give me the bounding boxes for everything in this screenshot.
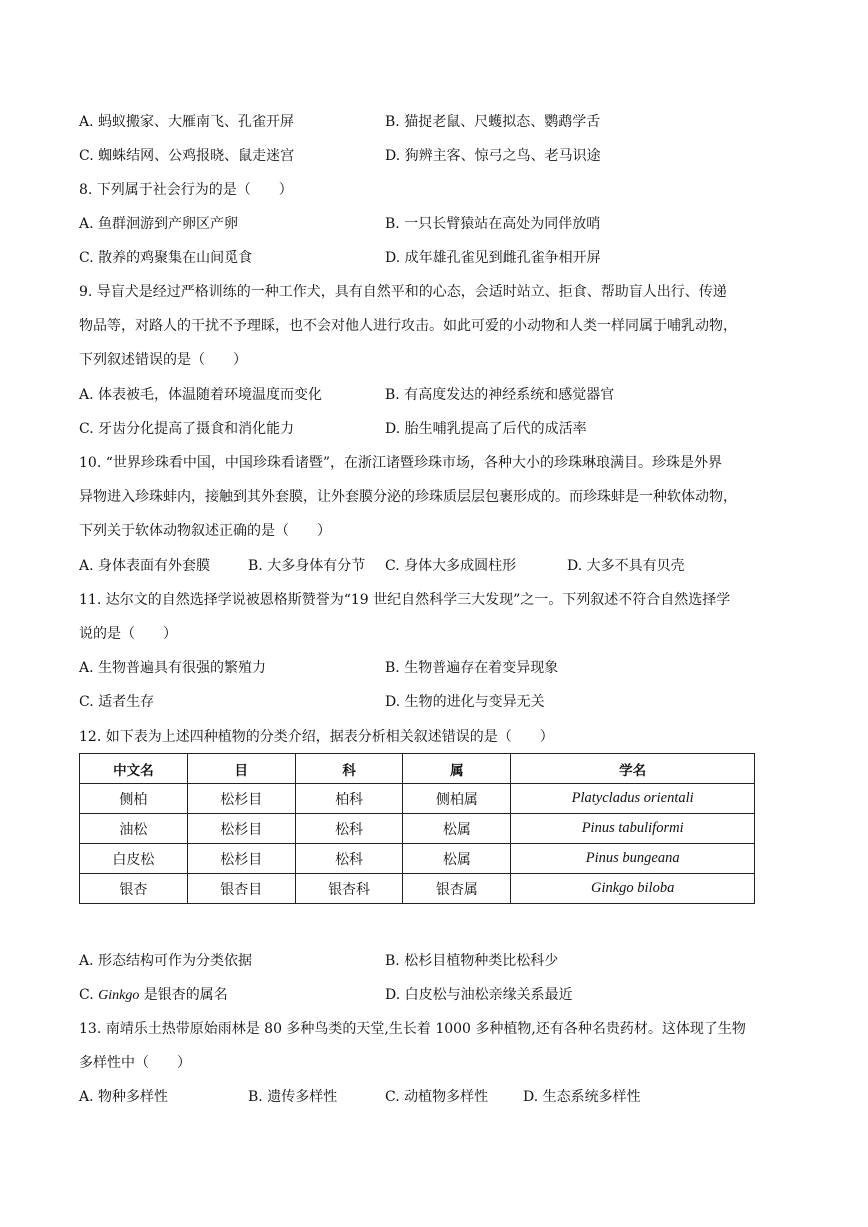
q8-option-a: A. 鱼群洄游到产卵区产卵 (79, 216, 239, 232)
q10-option-c: C. 身体大多成圆柱形 (385, 558, 517, 574)
q13-option-a: A. 物种多样性 (79, 1089, 169, 1105)
q8-option-b: B. 一只长臂猿站在高处为同伴放哨 (385, 216, 601, 232)
q8-option-d: D. 成年雄孔雀见到雌孔雀争相开屏 (385, 250, 601, 266)
q11-stem-line: 说的是（ ） (79, 626, 177, 642)
table-cell: 银杏 (80, 874, 188, 904)
scientific-name-cell: Ginkgo biloba (511, 874, 755, 904)
q13-option-b: B. 遗传多样性 (248, 1089, 338, 1105)
q9-stem-line: 物品等，对路人的干扰不予理睬，也不会对他人进行攻击。如此可爱的小动物和人类一样同属于哺乳动物， (79, 318, 737, 334)
table-cell: 松杉目 (187, 784, 295, 814)
classification-table (79, 753, 755, 904)
q13-stem-line: 13. 南靖乐土热带原始雨林是 80 多种鸟类的天堂,生长着 1000 多种植物,还有各种名贵药材。这体现了生物 (79, 1021, 746, 1037)
column-header: 目 (187, 754, 295, 784)
table-cell: 银杏科 (295, 874, 403, 904)
table-cell: 松杉目 (187, 844, 295, 874)
q12-option-c-prefix: C. (79, 987, 99, 1003)
scientific-name-cell: Platycladus orientali (511, 784, 755, 814)
q13-stem-line: 多样性中（ ） (79, 1055, 191, 1071)
q7-option-c: C. 蜘蛛结网、公鸡报晓、鼠走迷宫 (79, 148, 295, 164)
q10-option-b: B. 大多身体有分节 (248, 558, 366, 574)
table-cell: 侧柏 (80, 784, 188, 814)
table-cell: 白皮松 (80, 844, 188, 874)
q11-stem (79, 583, 759, 651)
q13-stem (79, 1012, 759, 1080)
q12-stem: 12. 如下表为上述四种植物的分类介绍，据表分析相关叙述错误的是（ ） (79, 729, 554, 745)
q7-option-a: A. 蚂蚁搬家、大雁南飞、孔雀开屏 (79, 114, 295, 130)
table-cell: 油松 (80, 814, 188, 844)
q9-stem (79, 275, 759, 377)
table-row (80, 784, 755, 814)
q8-stem: 8. 下列属于社会行为的是（ ） (79, 182, 293, 198)
q10-stem-line: 异物进入珍珠蚌内，接触到其外套膜，让外套膜分泌的珍珠质层层包裹形成的。而珍珠蚌是一种软体动物， (79, 489, 737, 505)
q9-option-c: C. 牙齿分化提高了摄食和消化能力 (79, 421, 295, 437)
column-header: 学名 (511, 754, 755, 784)
table-cell: 松属 (403, 844, 511, 874)
q11-option-d: D. 生物的进化与变异无关 (385, 694, 545, 710)
table-cell: 松科 (295, 844, 403, 874)
scientific-name-cell: Pinus tabuliformi (511, 814, 755, 844)
q12-option-a: A. 形态结构可作为分类依据 (79, 953, 253, 969)
table-row (80, 874, 755, 904)
q12-option-c-genus: Ginkgo (98, 988, 140, 1003)
table-row (80, 814, 755, 844)
table-cell: 侧柏属 (403, 784, 511, 814)
q13-option-d: D. 生态系统多样性 (523, 1089, 641, 1105)
table-header-row (80, 754, 755, 784)
q10-option-a: A. 身体表面有外套膜 (79, 558, 211, 574)
q10-stem-line: 10. “世界珍珠看中国，中国珍珠看诸暨”，在浙江诸暨珍珠市场，各种大小的珍珠琳琅满目。珍珠是外界 (79, 455, 723, 471)
q12-option-d: D. 白皮松与油松亲缘关系最近 (385, 987, 573, 1003)
scientific-name-cell: Pinus bungeana (511, 844, 755, 874)
q10-stem-line: 下列关于软体动物叙述正确的是（ ） (79, 523, 331, 539)
q10-stem (79, 446, 759, 548)
q8-option-c: C. 散养的鸡聚集在山间觅食 (79, 250, 253, 266)
q11-option-b: B. 生物普遍存在着变异现象 (385, 660, 559, 676)
table-row (80, 844, 755, 874)
q13-option-c: C. 动植物多样性 (385, 1089, 489, 1105)
q9-stem-line: 9. 导盲犬是经过严格训练的一种工作犬，具有自然平和的心态，会适时站立、拒食、帮助盲人出行、传递 (79, 284, 727, 300)
column-header: 科 (295, 754, 403, 784)
q7-option-d: D. 狗辨主客、惊弓之鸟、老马识途 (385, 148, 601, 164)
q11-option-c: C. 适者生存 (79, 694, 155, 710)
table-cell: 松属 (403, 814, 511, 844)
q10-option-d: D. 大多不具有贝壳 (567, 558, 685, 574)
q11-stem-line: 11. 达尔文的自然选择学说被恩格斯赞誉为“19 世纪自然科学三大发现”之一。下列叙述不符合自然选择学 (79, 592, 731, 608)
q12-option-c-suffix: 是银杏的属名 (139, 987, 228, 1003)
table-cell: 松科 (295, 814, 403, 844)
table-cell: 松杉目 (187, 814, 295, 844)
q9-stem-line: 下列叙述错误的是（ ） (79, 352, 247, 368)
q11-option-a: A. 生物普遍具有很强的繁殖力 (79, 660, 267, 676)
q12-option-c (79, 985, 228, 1006)
q12-option-b: B. 松杉目植物种类比松科少 (385, 953, 559, 969)
column-header: 属 (403, 754, 511, 784)
column-header: 中文名 (80, 754, 188, 784)
q9-option-a: A. 体表被毛，体温随着环境温度而变化 (79, 387, 323, 403)
q9-option-b: B. 有高度发达的神经系统和感觉器官 (385, 387, 615, 403)
q9-option-d: D. 胎生哺乳提高了后代的成活率 (385, 421, 587, 437)
table-cell: 银杏属 (403, 874, 511, 904)
table-cell: 银杏目 (187, 874, 295, 904)
q7-option-b: B. 猫捉老鼠、尺蠖拟态、鹦鹉学舌 (385, 114, 601, 130)
table-cell: 柏科 (295, 784, 403, 814)
